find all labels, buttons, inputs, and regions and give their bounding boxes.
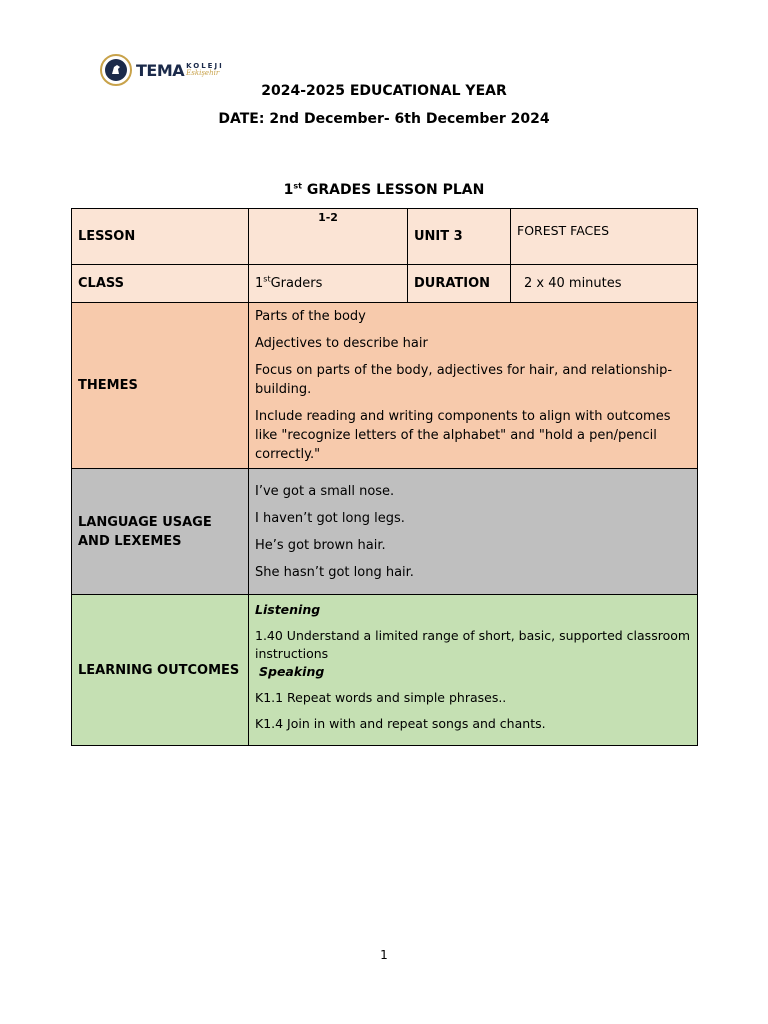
list-item: Include reading and writing components to align with outcomes like "recognize letters of the alphabet" and "hold a pen/pencil correctly." [255, 409, 671, 462]
list-item: I haven’t got long legs. [255, 510, 405, 526]
date-line: DATE: 2nd December- 6th December 2024 [218, 111, 550, 127]
list-item: K1.1 Repeat words and simple phrases.. [255, 690, 507, 705]
lesson-value: 1-2 [249, 209, 408, 265]
class-value: 1stGraders [249, 265, 408, 303]
list-item: I’ve got a small nose. [255, 483, 395, 499]
table-row [72, 595, 698, 746]
language-cell [249, 469, 698, 595]
list-item: Focus on parts of the body, adjectives for hair, and relationship-building. [255, 363, 673, 397]
plan-title: 1st GRADES LESSON PLAN [283, 181, 485, 198]
outcomes-label: LEARNING OUTCOMES [72, 595, 249, 746]
list-item: Parts of the body [255, 309, 366, 324]
logo-name: TEMA [136, 60, 185, 80]
themes-label: THEMES [72, 303, 249, 469]
list-item: K1.4 Join in with and repeat songs and chants. [255, 716, 546, 731]
outcomes-cell [249, 595, 698, 746]
duration-label: DURATION [408, 265, 511, 303]
list-item: He’s got brown hair. [255, 537, 386, 553]
horse-emblem-icon [100, 54, 132, 86]
list-item: 1.40 Understand a limited range of short, basic, supported classroom instructions [255, 628, 691, 661]
listening-heading: Listening [255, 602, 321, 617]
themes-cell [249, 303, 698, 469]
logo-sub: KOLEJI [186, 62, 224, 70]
language-label: LANGUAGE USAGE AND LEXEMES [72, 469, 249, 595]
speaking-heading: Speaking [259, 664, 325, 679]
class-label: CLASS [72, 265, 249, 303]
educational-year: 2024-2025 EDUCATIONAL YEAR [261, 83, 507, 99]
lesson-label: LESSON [72, 209, 249, 265]
table-row [72, 265, 698, 303]
unit-label: UNIT 3 [408, 209, 511, 265]
duration-value: 2 x 40 minutes [511, 265, 698, 303]
unit-value: FOREST FACES [511, 209, 698, 265]
table-row [72, 469, 698, 595]
logo-tagline: Eskişehir [186, 69, 220, 77]
list-item: She hasn’t got long hair. [255, 564, 414, 580]
table-row [72, 303, 698, 469]
page-number: 1 [380, 948, 388, 962]
lesson-plan-table [71, 208, 698, 746]
table-row [72, 209, 698, 265]
list-item: Adjectives to describe hair [255, 336, 428, 351]
